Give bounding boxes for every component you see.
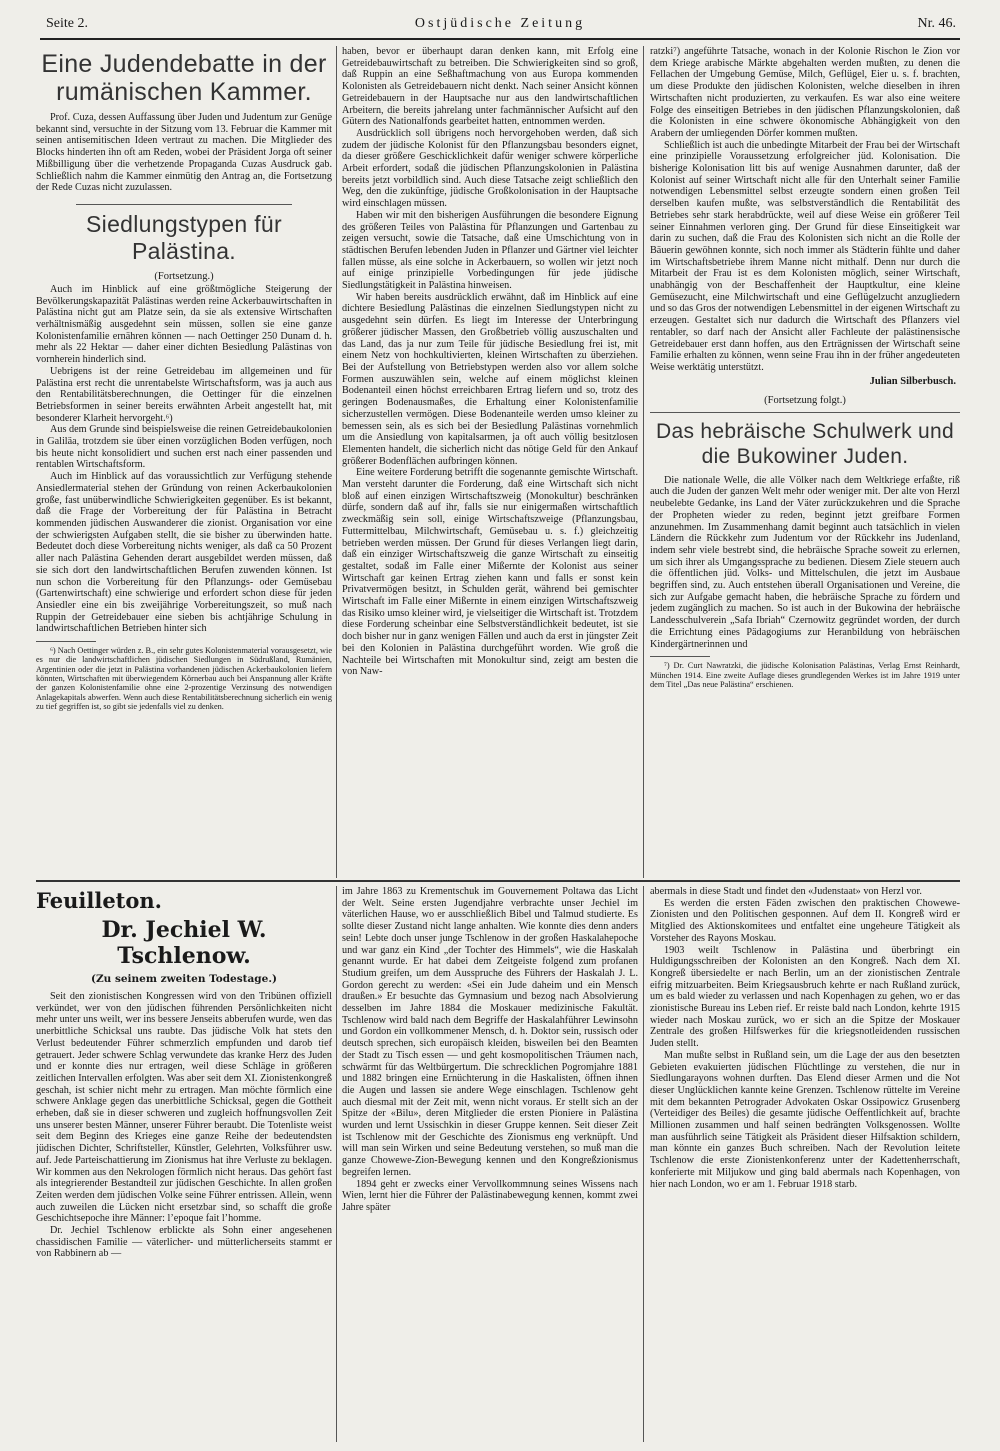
footnote-separator	[650, 656, 710, 657]
feuilleton-subtitle: (Zu seinem zweiten Todestage.)	[91, 973, 277, 985]
article-paragraph: Seit den zionistischen Kongressen wird von den Tribünen offiziell verkündet, wer von den jüdischen führenden Persönlichkeiten nicht mehr unter uns weilt, wer ins bessere Jenseits abberufen wurde, wen das unerbittliche Schicksal uns raubte. Das jüdische Volk hat stets den Verlust bedeutender Führer schmerzlich empfunden und darob tief getrauert. Jeder schwere Schlag verwundete das kranke Herz des Juden und er konnte dies nur ertragen, weil diese Schläge in größeren zeitlichen Intervallen erfolgten. Was aber seit dem XI. Zionistenkongreß geschah, ist schier nicht mehr zu ertragen. Man möchte förmlich eine schwere Anklage gegen das unerbittliche Schicksal, gegen die Gottheit erheben, daß sie in dieser schweren und zugleich hoffnungsvollen Zeit uns unserer besten Männer, unserer Führer beraubt. Die Totenliste weist seit dem Beginn des Krieges eine ganze Reihe der bedeutendsten jüdischen Dichter, Schriftsteller, Künstler, Gelehrten, Volksführer usw. auf. Jede Parteischattierung im Zionismus hat ihre Verluste zu beklagen. Wir kommen aus den Nekrologen förmlich nicht heraus. Das gehört fast als integrierender Bestandteil zur jüdischen Geschichte. In allen großen Zeiten werden dem jüdischen Volke seine Führer entrissen. Allein, wenn auch zuweilen die Lücken nicht ersetzbar sind, so schafft die große Geschichtsepoche ihre Männer: l’epoque fait l’homme.	[36, 991, 332, 1225]
feuilleton-headline: Dr. Jechiel W. Tschlenow.	[101, 917, 267, 969]
divider	[76, 204, 292, 205]
author-signature: Julian Silberbusch.	[869, 375, 956, 387]
article-paragraph: Ausdrücklich soll übrigens noch hervorgehoben werden, daß sich zudem der jüdische Kolonist für den Pflanzungsbau besonders eignet, da dieser größere Geschicklichkeit dafür weniger schwere körperliche Arbeit erfordert, sodaß die jüdischen Pflanzungskolonien in Palästina bereits jetzt vorbildlich sind. Auch diese Tatsache zeigt schließlich den Weg, den die zukünftige, jüdische Großkolonisation in der Hauptsache wird einschlagen müssen.	[342, 127, 638, 210]
column-3	[650, 46, 960, 878]
article-paragraph: im Jahre 1863 zu Krementschuk im Gouvernement Poltawa das Licht der Welt. Seine ersten Jugendjahre verbrachte unser Jechiel im väterlichen Hause, wo er ausschließlich Bibel und Talmud studierte. Es sollte dieser Zustand nicht lange anhalten. Wie konnte dies denn anders sein! Lebte doch unser junge Tschlenow in der großen Haskalahepoche und war ganz ein Kind „der Tochter des Himmels“, wie die Haskalah genannt wurde. Er hat dabei dem Zeitgeiste folgend zum profanen Studium greifen, um dem Ausspruche des Führers der Haskalah J. L. Gordon gerecht zu werden: «Sei ein Jude daheim und ein Mensch draußen.» Er besuchte das Gymnasium und bezog nach Absolvierung desselben im Jahre 1884 die Moskauer medizinische Fakultät. Tschlenow wird bald nach dem Begriffe der Haskalahführer Lewinsohn und Gordon ein vollkommener Mensch, d. h. Doktor sein, russisch oder deutsch sprechen, sich europäisch kleiden, bisweilen bei den Beamten der Stadt zu Tisch essen — und geht kosmopolitischen Träumen nach, schwärmt für das Weltbürgertum. Die schrecklichen Pogromjahre 1881 und 1882 bringen eine Ernüchterung in die Haskalisten, öffnen ihnen die Augen und lassen sie andere Wege einschlagen. Tschlenow geht auch diesmal mit der Zeit mit, wenn nicht voraus. Er stellt sich an der Spitze der «Bilu», deren Mitglieder die ersten Pioniere in Palästina wurden und lernt Ussischkin in dieser Gruppe kennen. Seit dieser Zeit ist Tschlenow mit der Geschichte des Zionismus eng verknüpft. Und will man sein Wirken und seine Bedeutung verstehen, so muß man die ganze Chowewe-Zion-Bewegung kennen und den Kongreßzionismus begreifen lernen.	[342, 886, 638, 1178]
headline-siedlungstypen: Siedlungstypen für Palästina.	[86, 210, 282, 264]
article-paragraph: Schließlich ist auch die unbedingte Mitarbeit der Frau bei der Wirtschaft eine prinzipielle Voraussetzung erfolgreicher jüd. Kolonisation. Die bisherige Kolonisation litt bis auf wenige Ausnahmen darunter, daß der Kolonist auf seiner Wirtschaft nicht alle für den Unterhalt seiner Familie notwendigen Lebensmittel selbst erzeugte sondern einen großen Teil derselben kaufen mußte, was selbstverständlich die Rentabilität des Betriebes sehr stark herabdrückte, weil auf diese Weise ein größerer Teil seiner Einnahmen verloren ging. Der Grund für diese Einseitigkeit war darin zu suchen, daß die Frau des Kolonisten sich nicht an die Rolle der Bäuerin gewöhnen konnte, sich noch immer als Städterin fühlte und daher im Wirtschaftsbetriebe ihrem Manne nicht mithalf. Denn nur durch die Mitarbeit der Frau ist es dem Kolonisten möglich, seiner Wirtschaft, unabhängig von der Beschaffenheit der Hauptkultur, eine kleine Gemüsezucht, eine Milchwirtschaft und eine Geflügelzucht anzugliedern und so das Gros der notwendigen Lebensmittel in der eigenen Wirtschaft zu erzeugen. Gestaltet sich nur dadurch die Wirtschaft des Pflanzers viel rentabler, so darf nach der Ansicht aller Fachleute der palästinensische Getreidebauer erst dann hoffen, aus den Erträgnissen der Wirtschaft seine Familie erhalten zu können, wenn seine Frau ihn in der früher angedeuteten Weise werktätig unterstützt.	[650, 139, 960, 373]
article-paragraph: 1894 geht er zwecks einer Vervollkommnung seines Wissens nach Wien, lernt hier die Führer der Palästinabewegung kennen, kommt zwei Jahre später	[342, 1178, 638, 1213]
column-rule	[336, 886, 337, 1442]
article-paragraph: Wir haben bereits ausdrücklich erwähnt, daß im Hinblick auf eine dichtere Besiedlung Palästinas die einzelnen Siedlungstypen nicht zu ausgedehnt sein dürfen. Es liegt im Interesse der Unterbringung größerer jüdischer Massen, den Großbetrieb völlig auszuschalten und das Land, das ja nur zum Teile für jüdische Besiedlung frei ist, mit einem Netz von hochkultivierten, kleinen Wirtschaften zu überziehen. Bei der Aufstellung von Betriebstypen werden also vor allem solche Formen auszuwählen sein, welche auf einem möglichst kleinen Bodenanteil einen höchst erreichbaren Ertrag liefern und so, trotz des geringen Bodenausmaßes, die Erhaltung einer Kolonistenfamilie sicherzustellen vermögen. Diese Bodenanteile werden umso kleiner zu bemessen sein, als es sich bei der Besiedlung Palästinas vornehmlich um die Ansiedlung von kapitalsarmen, ja oft auch völlig besitzlosen Elementen handelt, die sicherlich nicht das nötige Geld für den Ankauf größerer Bodenflächen aufbringen können.	[342, 291, 638, 467]
article-paragraph: Eine weitere Forderung betrifft die sogenannte gemischte Wirtschaft. Man versteht darunter die Forderung, daß eine Wirtschaft sich nicht bloß auf einen einzigen Wirtschaftszweig (Monokultur) beschränken dürfe, sondern daß auf ihr, falls sie nur einigermaßen wirtschaftlich zweckmäßig sein soll, einige Wirtschaftszweige (Pflanzungsbau, Futtermittelbau, Milchwirtschaft, Gemüsebau u. s. f.) gleichzeitig betrieben werden müssen. Der Grund für dieses Verlangen liegt darin, daß ein einziger Wirtschaftszweig die ganze Wirtschaft zu einseitig gestaltet, sodaß im Falle einer Mißernte der Kolonist aus seiner Wirtschaft gar keinen Ertrag ziehen kann und falls er sonst kein Privatvermögen besitzt, in Schulden gerät, während bei gemischter Wirtschaft im Falle einer Mißernte in einem einzigen Wirtschaftszweig das Risiko umso kleiner wird, je vielseitiger die Wirtschaft ist. Trotzdem diese Forderung scheinbar eine Selbstverständlichkeit bedeutet, ist sie doch bisher nur in ganz wenigen Fällen und auch da erst in jüngster Zeit bei den Kolonien in Palästina durchgeführt worden. Wie groß die Nachteile bei Wirtschaften mit Monokultur sind, zeigt am besten die von Naw-	[342, 467, 638, 678]
footnote-6: ⁶) Nach Oettinger würden z. B., ein sehr gutes Kolonistenmaterial vorausgesetzt, wie es nur die landwirtschaftlichen jüdischen Siedlungen in Südrußland, Rumänien, Argentinien oder die jetzt in Palästina vorhandenen jüdischen Ackerbaukolonien liefern könnten, Wirtschaften mit überwiegendem Körnerbau auch bei Anspannung aller Kräfte der ganzen Kolonistenfamilie ohne eine 2-prozentige Verzinsung des notwendigen Anlagekapitals abwerfen. Wenn auch diese Rentabilitätsberechnung sicherlich ein wenig zu tief gegriffen ist, so gibt sie jedenfalls viel zu denken.	[36, 646, 332, 711]
article-paragraph: Haben wir mit den bisherigen Ausführungen die besondere Eignung des größeren Teiles von Palästina für Pflanzungen und Gartenbau zu zeigen versucht, sowie die Tatsache, daß eine Umschichtung von in städtischen Berufen lebenden Juden in Pflanzer und Gärtner viel leichter fallen müsse, als eine solche in Ackerbauern, so wollen wir jetzt noch auf einige prinzipielle Vorbedingungen für jede jüdische Siedlungstätigkeit in Palästina hinweisen.	[342, 209, 638, 292]
feuilleton-label: Feuilleton.	[36, 888, 162, 913]
footnote-7: ⁷) Dr. Curt Nawratzki, die jüdische Kolonisation Palästinas, Verlag Ernst Reinhardt, München 1914. Eine zweite Auflage dieses grundlegenden Werkes ist im Jahre 1919 unter dem Titel „Das neue Palästina“ erschienen.	[650, 661, 960, 689]
article-paragraph: Prof. Cuza, dessen Auffassung über Juden und Judentum zur Genüge bekannt sind, versuchte in der Sitzung vom 13. Februar die Kammer mit seinen antisemitischen Ideen vertraut zu machen. Die Mitglieder des Blocks hinderten ihn oft am Reden, wobei der Präsident Jorga oft seiner Mißbilligung über die verhetzende Propaganda Cuzas Ausdruck gab. Schließlich nahm die Kammer einmütig den Antrag an, die Fortsetzung der Rede Cuzas nicht zuzulassen.	[36, 112, 332, 194]
article-paragraph: Auch im Hinblick auf eine größtmögliche Steigerung der Bevölkerungskapazität Palästinas werden reine Ackerbauwirtschaften in Palästina nicht gut am Platze sein, da sie als extensive Wirtschaften verhältnismäßig ausgedehnt sein müssen, sollen sie eine ganze Kolonistenfamilie ernähren können — nach Oettinger 250 Dunam d. h. mehr als 22 Hektar — daher einer dichten Besiedlung Palästinas von vornherein hinderlich sind.	[36, 283, 332, 366]
article-paragraph: abermals in diese Stadt und findet den «Judenstaat» von Herzl vor.	[650, 886, 922, 897]
article-paragraph: 1903 weilt Tschlenow in Palästina und überbringt ein Huldigungsschreiben der Kolonisten an den Kongreß. Nach dem XI. Kongreß übersiedelte er nach Berlin, um an der zionistischen Zentrale eifrig mitzuarbeiten. Beim Kriegsausbruch kehrte er nach Rußland zurück, um es bald wieder zu verlassen und nach Kopenhagen zu gehen, wo er das zionistische Bureau ins Leben rief. Er reiste bald nach London, kehrte 1915 wieder nach Moskau zurück, wo er sich an die Spitze der Moskauer Zentrale des großen Hilfswerkes für die kriegsnotleidenden russischen Juden stellt.	[650, 944, 960, 1050]
article-paragraph: Uebrigens ist der reine Getreidebau im allgemeinen und für Palästina erst recht die unrentabelste Wirtschaftsform, was ja auch aus den Rentabilitätsberechnungen, die Oettinger für die einzelnen Betriebsformen in seiner bereits erwähnten Arbeit angestellt hat, mit besonderer Klarheit hervorgeht.⁶)	[36, 365, 332, 424]
article-paragraph: Man mußte selbst in Rußland sein, um die Lage der aus den besetzten Gebieten evakuierten jüdischen Flüchtlinge zu verstehen, die nur in Siedlungarayons wohnen durften. Das Elend dieser Armen und die Not dieser Unglücklichen kannte keine Grenzen. Tschlenow rüttelte im Vereine mit dem bekannten Petrograder Advokaten Oskar Ossipowicz Grusenberg (Verteidiger des Beiles) die gesamte jüdische Oeffentlichkeit auf, brachte Millionen zusammen und half seinen bedrängten Volksgenossen. Wollte man ausführlich seine Tätigkeit als Präsident dieser Hilfsaktion schildern, man könnte ein ganzes Buch schreiben. Nach der Revolution leitete Tschlenow die erste Zionistenkonferenz unter der Kadettenherrschaft, konferierte mit Miljukow und ging bald abermals nach Kopenhagen, von hier nach London, wo er am 1. Februar 1918 starb.	[650, 1049, 960, 1190]
continuation-note: (Fortsetzung folgt.)	[764, 394, 846, 406]
column-rule	[643, 886, 644, 1442]
headline-judendebatte: Eine Judendebatte in der rumänischen Kammer.	[41, 50, 327, 106]
article-paragraph: haben, bevor er überhaupt daran denken kann, mit Erfolg eine Getreidebauwirtschaft zu betreiben. Die Schwierigkeiten sind so groß, daß Ruppin an eine Seßhaftmachung von aus Europa kommenden Kolonisten als Getreidebauern nicht denkt. Nach seiner Ansicht können Getreidebauern in der Hauptsache nur aus den landwirtschaftlichen Arbeitern, die bereits jahrelang unter fachmännischer Aufsicht auf den Gütern des Nationalfonds gearbeitet hatten, entnommen werden.	[342, 46, 638, 128]
newspaper-title: Ostjüdische Zeitung	[414, 16, 586, 31]
headline-schulwerk: Das hebräische Schulwerk und die Bukowiner Juden.	[656, 419, 954, 468]
continuation-note: (Fortsetzung.)	[154, 270, 214, 282]
divider	[650, 412, 960, 413]
column-rule	[643, 46, 644, 878]
footnote-separator	[36, 641, 96, 642]
feuilleton-column-2	[342, 886, 638, 1442]
issue-number: Nr. 46.	[917, 16, 956, 31]
article-paragraph: ratzki⁷) angeführte Tatsache, wonach in der Kolonie Rischon le Zion vor dem Kriege arabische Märkte abgehalten werden mußten, zu denen die Fellachen der Umgebung Gemüse, Milch, Geflügel, Eier u. s. f. brachten, um diese Produkte den jüdischen Kolonisten, welche dieselben in ihren Wirtschaften nicht produzierten, zu verkaufen. Es war also eine weitere Folge des einseitigen Betriebes in den jüdischen Pflanzungskolonien, daß die Kolonisten in eine schwere ökonomische Abhängigkeit von den Arabern der umliegenden Dörfer kommen mußten.	[650, 46, 960, 139]
article-paragraph: Die nationale Welle, die alle Völker nach dem Weltkriege erfaßte, riß auch die Juden der ganzen Welt mehr oder weniger mit. Der alte von Herzl neubelebte Gedanke, ins Land der Väter zurückzukehren und die Sprache der Propheten wieder zu reden, beginnt jetzt greifbare Formen anzunehmen. Im Zusammenhang damit beginnt auch tatsächlich in vielen Ländern die Rückkehr zum Judentum vor der Rückkehr ins Judenland, indem sehr viele bestrebt sind, die hebräische Sprache soweit zu erlernen, um sich ihrer als Umgangssprache zu bedienen. Diesem Ziele steuern auch die öffentlichen jüd. Volks- und Mittelschulen, die jetzt im Ausbaue begriffen sind, zu. Auch entstehen überall Organisationen und Vereine, die sich zur Aufgabe gemacht haben, die hebräische Sprache zu fördern und jedem zugänglich zu machen. So ist auch in der Bukowina der hebräische Landesschulverein „Safa Ibriah“ Czernowitz gegründet worden, der durch die Errichtung eines Pädagogiums zur Heranbildung von hebräischen Kindergärtnerinnen und	[650, 474, 960, 650]
article-paragraph: Auch im Hinblick auf das voraussichtlich zur Verfügung stehende Ansiedlermaterial stehen der Gründung von reinen Ackerbaukolonien große, fast unüberwindliche Schwierigkeiten gegenüber. Es ist bekannt, daß die Frage der Vorbereitung der für Palästina in Betracht kommenden jüdischen Auswanderer die zionist. Organisation vor eine der schwierigsten Aufgaben stellt, die sie bisher zu überwinden hatte. Bedeutet doch diese Vorbereitung nichts weniger, als daß ca 50 Prozent aller nach Palästina Gehenden derart ausgebildet werden müssen, daß sie sich dort den landwirtschaftlichen Berufen zuwenden können. Ist nun schon die Vorbereitung für den Pflanzungs- oder Gemüsebau (Gartenwirtschaft) eine schwierige und erfordert schon diese für jeden Ansiedler eine ein bis zweijährige Vorbereitungszeit, so muß nach Ruppin der Getreidebauer eine sieben bis achtjährige Schulung in landwirtschaftlichen Betrieben hinter sich	[36, 471, 332, 635]
article-paragraph: Es werden die ersten Fäden zwischen den praktischen Chowewe-Zionisten und den Politischen gesponnen. Auf dem II. Kongreß wird er Mitglied des Aktionskomitees und entfaltet eine ungeheure Tätigkeit als Vorsteher des Rayons Moskau.	[650, 897, 960, 944]
column-2	[342, 46, 638, 878]
feuilleton-column-3	[650, 886, 960, 1442]
column-rule	[336, 46, 337, 878]
feuilleton-rule	[36, 880, 960, 882]
column-1	[36, 46, 332, 856]
page-header	[40, 8, 960, 40]
feuilleton-column-1	[36, 886, 332, 1442]
article-paragraph: Aus dem Grunde sind beispielsweise die reinen Getreidebaukolonien in Galiläa, trotzdem sie über einen vorzüglichen Boden verfügen, noch bis heute nicht konsolidiert und suchen erst nach einer passenden und rentablen Wirtschaftsform.	[36, 424, 332, 471]
page-number: Seite 2.	[46, 16, 88, 31]
article-paragraph: Dr. Jechiel Tschlenow erblickte als Sohn einer angesehenen chassidischen Familie — väterlicher- und mütterlicherseits stammt er von Rabbinern ab —	[36, 1225, 332, 1260]
